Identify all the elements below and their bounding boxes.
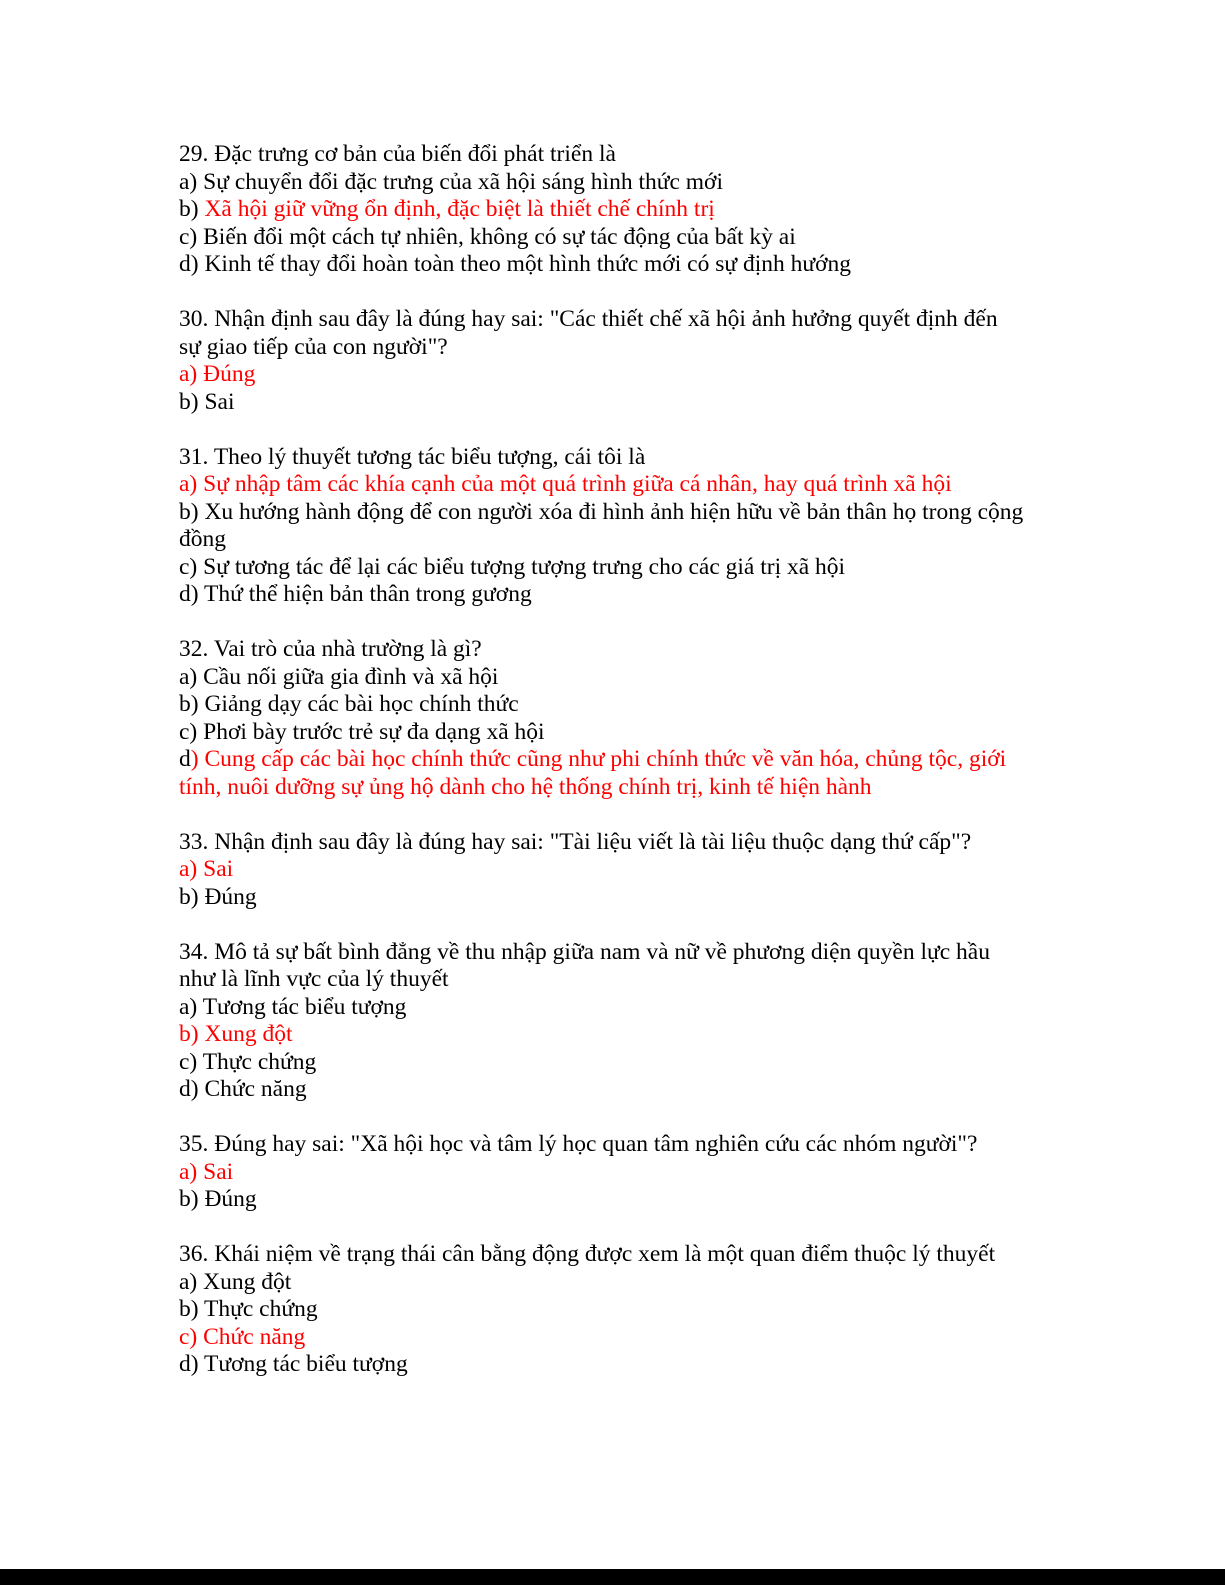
- option-b: b) Sai: [179, 388, 235, 415]
- option-a-correct: a) Sự nhập tâm các khía cạnh của một quá trình giữa cá nhân, hay quá trình xã hội: [179, 471, 952, 497]
- option-b: b) Thực chứng: [179, 1296, 318, 1322]
- option-d-label: d: [179, 746, 191, 772]
- option-b: b) Đúng: [179, 883, 257, 910]
- option-d: d) Kinh tế thay đổi hoàn toàn theo một hình thức mới có sự định hướng: [179, 251, 852, 277]
- question-stem: 29. Đặc trưng cơ bản của biến đổi phát triển là: [179, 141, 616, 167]
- question-32: [179, 636, 1049, 801]
- option-d: d) Tương tác biểu tượng: [179, 1351, 408, 1377]
- question-stem: 35. Đúng hay sai: "Xã hội học và tâm lý học quan tâm nghiên cứu các nhóm người"?: [179, 1131, 978, 1157]
- question-stem-line-2: sự giao tiếp của con người"?: [179, 333, 448, 360]
- option-a-correct: a) Sai: [179, 1158, 234, 1185]
- document-page: [179, 141, 1049, 1406]
- option-d-line-2: tính, nuôi dưỡng sự ủng hộ dành cho hệ thống chính trị, kinh tế hiện hành: [179, 773, 872, 800]
- option-c: c) Biến đổi một cách tự nhiên, không có sự tác động của bất kỳ ai: [179, 223, 796, 250]
- question-35: [179, 1131, 1049, 1214]
- correct-answer-text: Xã hội giữ vững ổn định, đặc biệt là thiết chế chính trị: [204, 196, 715, 222]
- option-b: b) Giảng dạy các bài học chính thức: [179, 691, 519, 717]
- option-a: a) Xung đột: [179, 1268, 292, 1295]
- option-a: a) Tương tác biểu tượng: [179, 993, 407, 1020]
- option-c-correct: c) Chức năng: [179, 1323, 306, 1350]
- option-d-line-1: [179, 746, 1049, 774]
- page-bottom-border: [0, 1569, 1225, 1585]
- option-a-correct: a) Đúng: [179, 361, 256, 387]
- option-c: c) Sự tương tác để lại các biểu tượng tượng trưng cho các giá trị xã hội: [179, 553, 846, 580]
- question-29: [179, 141, 1049, 279]
- question-30: [179, 306, 1049, 416]
- option-b-line-2: đồng: [179, 526, 226, 552]
- option-a: a) Sự chuyển đổi đặc trưng của xã hội sáng hình thức mới: [179, 168, 724, 195]
- question-stem: 31. Theo lý thuyết tương tác biểu tượng, cái tôi là: [179, 443, 646, 470]
- question-stem-line-1: 34. Mô tả sự bất bình đẳng về thu nhập giữa nam và nữ về phương diện quyền lực hầu: [179, 938, 990, 965]
- question-stem: 36. Khái niệm về trạng thái cân bằng động được xem là một quan điểm thuộc lý thuyết: [179, 1241, 996, 1267]
- option-d: d) Chức năng: [179, 1076, 307, 1102]
- option-b-correct: b) Xung đột: [179, 1021, 293, 1047]
- option-b: b) Đúng: [179, 1186, 257, 1212]
- option-b-label: b): [179, 196, 205, 222]
- question-stem-line-2: như là lĩnh vực của lý thuyết: [179, 966, 449, 992]
- question-33: [179, 829, 1049, 912]
- option-b: [179, 196, 1049, 224]
- option-c: c) Phơi bày trước trẻ sự đa dạng xã hội: [179, 718, 545, 745]
- question-34: [179, 939, 1049, 1104]
- option-d: d) Thứ thể hiện bản thân trong gương: [179, 581, 532, 607]
- question-stem: 33. Nhận định sau đây là đúng hay sai: "Tài liệu viết là tài liệu thuộc dạng thứ cấp"?: [179, 828, 972, 855]
- option-c: c) Thực chứng: [179, 1048, 317, 1075]
- correct-answer-text: ) Cung cấp các bài học chính thức cũng như phi chính thức về văn hóa, chủng tộc, giới: [190, 746, 1007, 772]
- option-a: a) Cầu nối giữa gia đình và xã hội: [179, 663, 499, 690]
- question-stem: 32. Vai trò của nhà trường là gì?: [179, 636, 482, 662]
- option-a-correct: a) Sai: [179, 856, 234, 882]
- question-stem-line-1: 30. Nhận định sau đây là đúng hay sai: "Các thiết chế xã hội ảnh hưởng quyết định đến: [179, 306, 998, 332]
- question-36: [179, 1241, 1049, 1379]
- question-31: [179, 444, 1049, 609]
- option-b-line-1: b) Xu hướng hành động để con người xóa đi hình ảnh hiện hữu về bản thân họ trong cộng: [179, 498, 1024, 525]
